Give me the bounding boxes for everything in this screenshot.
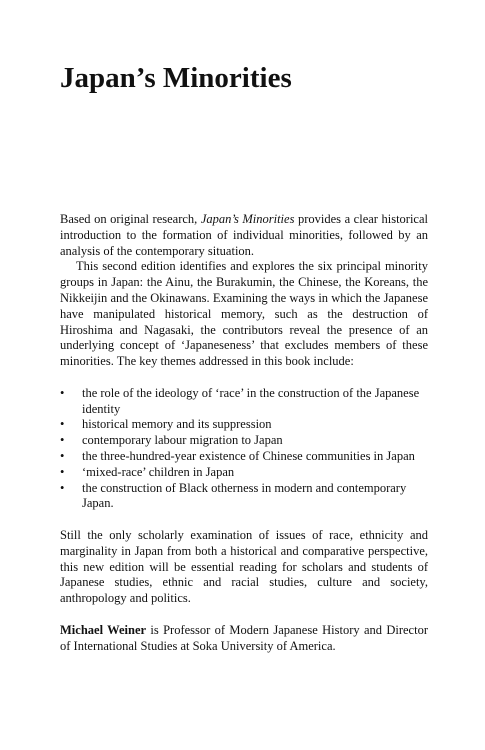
- list-item-text: the three-hundred-year existence of Chinese communities in Japan: [82, 448, 415, 463]
- list-item-text: ‘mixed-race’ children in Japan: [82, 464, 235, 479]
- author-bio: [60, 623, 428, 655]
- bullet-icon: •: [60, 385, 65, 400]
- list-item: [60, 433, 428, 449]
- bullet-icon: •: [60, 433, 65, 448]
- cover-blurb: [60, 212, 428, 654]
- intro-text-start: Based on original research,: [60, 212, 201, 226]
- bullet-icon: •: [60, 448, 65, 463]
- list-item: [60, 386, 428, 418]
- list-item: [60, 481, 428, 513]
- bullet-icon: •: [60, 417, 65, 432]
- list-item-text: contemporary labour migration to Japan: [82, 433, 283, 448]
- list-item: [60, 449, 428, 465]
- intro-book-title: Japan’s Minorities: [200, 212, 295, 226]
- key-themes-list: [60, 386, 428, 512]
- author-bio-text: is Professor of Modern Japanese History and Director of International Studies at Soka University of America.: [60, 622, 428, 653]
- minorities-paragraph: This second edition identifies and explores the six principal minority groups in Japan: the Ainu, the Burakumin, the Chinese, the Koreans, the Nikkeijin and the Okinawans. Examining the ways in which the Japanese have manipulated historical memory, such as the destruction of Hiroshima and Nagasaki, the contributors reveal the presence of an underlying concept of ‘Japaneseness’ that excludes members of these minorities. The key themes addressed in this book include:: [60, 259, 428, 369]
- list-item-text: the role of the ideology of ‘race’ in the construction of the Japanese identity: [82, 385, 420, 416]
- book-title: Japan’s Minorities: [60, 62, 292, 94]
- list-item-text: the construction of Black otherness in modern and contemporary Japan.: [82, 480, 407, 511]
- list-item-text: historical memory and its suppression: [82, 417, 272, 432]
- list-item: [60, 465, 428, 481]
- bullet-icon: •: [60, 480, 65, 495]
- closing-paragraph: Still the only scholarly examination of issues of race, ethnicity and marginality in Japan from both a historical and comparative perspective, this new edition will be essential reading for scholars and students of Japanese studies, ethnic and racial studies, culture and society, anthropology and politics.: [60, 527, 428, 606]
- author-name: Michael Weiner: [60, 622, 147, 637]
- intro-paragraph: [60, 212, 428, 259]
- intro-text-end: provides a clear historical introduction to the formation of individual minorities, followed by an analysis of the contemporary situation.: [60, 212, 429, 258]
- bullet-icon: •: [60, 464, 65, 479]
- list-item: [60, 417, 428, 433]
